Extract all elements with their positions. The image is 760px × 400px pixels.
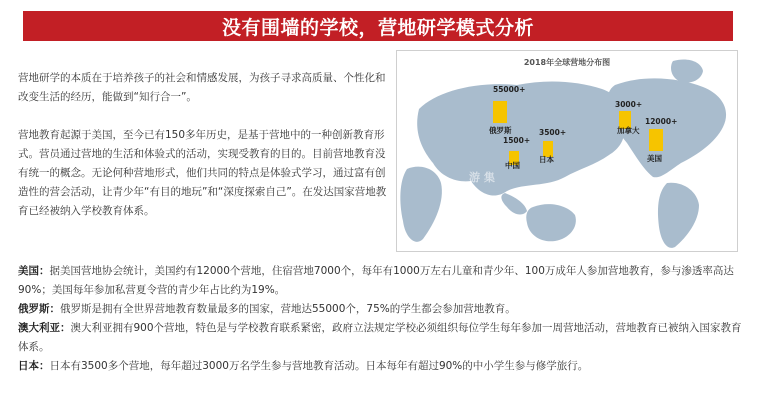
detail-russia <box>18 300 743 319</box>
detail-text-japan: 日本有3500多个营地，每年超过3000万名学生参与营地教育活动。日本每年有超过90%的中小学生参与修学旅行。 <box>49 360 589 372</box>
marker-bar-usa <box>649 129 663 151</box>
detail-label-australia: 澳大利亚： <box>18 322 71 334</box>
map-svg <box>397 51 737 251</box>
detail-australia <box>18 319 743 357</box>
detail-label-russia: 俄罗斯： <box>18 303 60 315</box>
marker-bar-russia <box>493 101 507 123</box>
detail-label-japan: 日本： <box>18 360 50 372</box>
world-camp-map <box>396 50 738 252</box>
marker-country-japan: 日本 <box>539 155 554 164</box>
detail-text-australia: 澳大利亚拥有900个营地，特色是与学校教育联系紧密，政府立法规定学校必须组织每位学生每年参加一周营地活动，营地教育已被纳入国家教育体系。 <box>18 322 742 353</box>
map-title: 2018年全球营地分布图 <box>523 58 611 67</box>
marker-value-china: 1500+ <box>503 136 531 145</box>
greenland-land <box>671 59 703 82</box>
marker-country-russia: 俄罗斯 <box>489 126 512 135</box>
detail-text-usa: 据美国营地协会统计，美国约有12000个营地，住宿营地7000个，每年有1000万左右儿童和青少年、100万成年人参加营地教育，参与渗透率高达90%；美国每年参加私营夏令营的青少年占比约为19%。 <box>18 265 734 296</box>
detail-text-russia: 俄罗斯是拥有全世界营地教育数量最多的国家，营地达55000个，75%的学生都会参加营地教育。 <box>60 303 516 315</box>
marker-value-japan: 3500+ <box>539 128 567 137</box>
land-masses <box>400 59 726 247</box>
intro-paragraph-2: 营地教育起源于美国，至今已有150多年历史，是基于营地中的一种创新教育形式。营员通过营地的生活和体验式的活动，实现受教育的目的。目前营地教育没有统一的概念。无论何种营地形式，他们共同的特点是体验式学习，通过富有创造性的营会活动，让青少年“有目的地玩”和“深度探索自己”。在发达国家营地教育已经被纳入学校教育体系。 <box>18 129 387 217</box>
map-watermark: 游 集 <box>469 171 495 184</box>
detail-usa <box>18 262 743 300</box>
marker-country-china: 中国 <box>505 161 520 170</box>
marker-value-canada: 3000+ <box>615 100 643 109</box>
south-america-land <box>658 183 699 248</box>
country-details <box>18 262 743 376</box>
detail-japan <box>18 357 743 376</box>
marker-country-usa: 美国 <box>647 154 662 163</box>
marker-value-usa: 12000+ <box>645 117 678 126</box>
southeast-asia-land <box>501 193 527 214</box>
detail-label-usa: 美国： <box>18 265 50 277</box>
intro-paragraph-1: 营地研学的本质在于培养孩子的社会和情感发展，为孩子寻求高质量、个性化和改变生活的经历，能做到“知行合一”。 <box>18 72 386 103</box>
africa-land <box>400 167 442 242</box>
intro-section <box>18 69 388 240</box>
marker-country-canada: 加拿大 <box>617 126 640 135</box>
marker-value-russia: 55000+ <box>493 85 526 94</box>
australia-land <box>526 204 576 241</box>
page-title: 没有围墙的学校，营地研学模式分析 <box>23 11 733 41</box>
